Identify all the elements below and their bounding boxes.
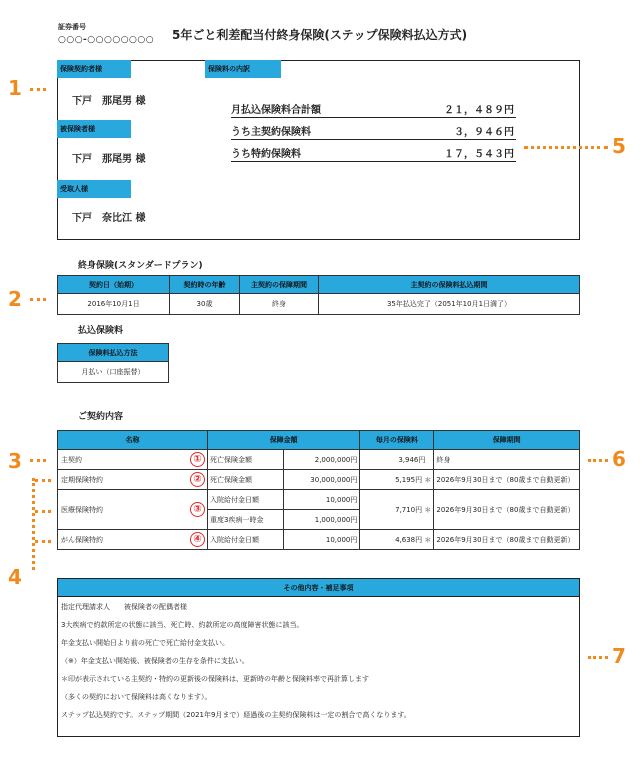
coverage-label: 死亡保険金額: [208, 470, 284, 490]
coverage-amount: 10,000円: [284, 490, 360, 510]
holder-label: 保険契約者様: [57, 60, 131, 78]
beneficiary-name: 下戸 奈比江 様: [72, 213, 146, 224]
plan-start-date: 2016年10月1日: [58, 294, 170, 315]
premium-row-name: うち特約保険料: [231, 149, 301, 160]
callout-5-leader: [524, 146, 608, 149]
premium-row-name: うち主契約保険料: [231, 127, 311, 138]
circle-number: ②: [190, 472, 205, 487]
callout-2-leader: [30, 298, 46, 301]
contract-table: [57, 430, 580, 550]
coverage-amount: 2,000,000円: [284, 450, 360, 470]
note-line: 3大疾病で約款所定の状態に該当、死亡時、約款所定の高度障害状態に該当。: [61, 621, 304, 629]
coverage-period: 終身: [434, 450, 580, 470]
circle-number: ④: [190, 532, 205, 547]
contract-name: 主契約 ①: [58, 450, 208, 470]
premium-row-value: ３，９４６円: [454, 127, 514, 138]
payment-method: 月払い（口座振替）: [58, 362, 169, 383]
contract-name: がん保険特約 ④: [58, 530, 208, 550]
contract-header: 保障金額: [208, 431, 360, 450]
contract-row: [58, 470, 580, 490]
premium-row: [231, 123, 516, 140]
premium-row-name: 月払込保険料合計額: [231, 105, 321, 116]
contract-header: 名称: [58, 431, 208, 450]
plan-coverage-period: 終身: [240, 294, 319, 315]
coverage-amount: 1,000,000円: [284, 510, 360, 530]
contract-row: [58, 450, 580, 470]
callout-3-leader: [30, 459, 46, 462]
circle-number: ③: [190, 502, 205, 517]
contract-header: 毎月の保険料: [360, 431, 434, 450]
contract-header: 保障期間: [434, 431, 580, 450]
plan-header: 主契約の保険料払込期間: [319, 276, 580, 294]
premium-row: [231, 145, 516, 162]
plan-table: [57, 275, 580, 315]
contract-name: 医療保険特約 ③: [58, 490, 208, 530]
certificate-number: ○○○-○○○○○○○○: [58, 35, 155, 45]
coverage-amount: 10,000円: [284, 530, 360, 550]
circle-number: ①: [190, 452, 205, 467]
callout-1-leader: [30, 88, 46, 91]
monthly-premium: 3,946円: [360, 450, 434, 470]
coverage-period: 2026年9月30日まで（80歳まで自動更新）: [434, 470, 580, 490]
coverage-amount: 30,000,000円: [284, 470, 360, 490]
insured-label: 被保険者様: [57, 120, 131, 138]
coverage-label: 死亡保険金額: [208, 450, 284, 470]
contract-title: ご契約内容: [78, 412, 124, 422]
callout-4-leader: [35, 510, 51, 513]
note-line: 指定代理請求人 被保険者の配偶者様: [61, 603, 187, 611]
callout-4: 4: [8, 565, 22, 589]
note-line: ステップ払込契約です。ステップ期間（2021年9月まで）経過後の主契約保険料は一定の割合で高くなります。: [61, 711, 411, 719]
note-line: （※）年金支払い開始後、被保険者の生存を条件に支払い。: [61, 657, 249, 665]
beneficiary-label: 受取人様: [57, 180, 131, 198]
payment-table: [57, 343, 169, 383]
callout-2: 2: [8, 287, 22, 311]
callout-4-leader: [35, 479, 51, 482]
certificate-number-block: [58, 22, 154, 45]
callout-6: 6: [612, 447, 626, 471]
premium-row: [231, 101, 516, 118]
plan-header: 主契約の保障期間: [240, 276, 319, 294]
plan-title: 終身保険(スタンダードプラン): [78, 261, 203, 271]
plan-header: 契約時の年齢: [170, 276, 240, 294]
premium-breakdown-label: 保険料の内訳: [205, 60, 281, 78]
notes-header: その他内容・補足事項: [58, 579, 579, 597]
callout-1: 1: [8, 76, 22, 100]
notes-body: [58, 597, 579, 733]
callout-7: 7: [612, 644, 626, 668]
insured-name: 下戸 那尾男 様: [72, 154, 146, 165]
coverage-period: 2026年9月30日まで（80歳まで自動更新）: [434, 530, 580, 550]
holder-name: 下戸 那尾男 様: [72, 96, 146, 107]
callout-5: 5: [612, 134, 626, 158]
payment-title: 払込保険料: [78, 326, 124, 336]
certificate-number-label: 証券番号: [58, 23, 86, 31]
note-line: （多くの契約において保険料は高くなります）。: [61, 693, 212, 701]
plan-payment-period: 35年払込完了（2051年10月1日満了）: [319, 294, 580, 315]
plan-age: 30歳: [170, 294, 240, 315]
note-line: ＊印が表示されている主契約・特約の更新後の保険料は、更新時の年齢と保険料率で再計算します: [61, 675, 369, 683]
contract-row: [58, 490, 580, 510]
monthly-premium: 4,638円 ＊: [360, 530, 434, 550]
document-title: 5年ごと利差配当付終身保険(ステップ保険料払込方式): [172, 28, 468, 42]
note-line: 年金支払い開始日より前の死亡で死亡給付金支払い。: [61, 639, 229, 647]
payment-header: 保険料払込方法: [58, 344, 169, 362]
callout-3: 3: [8, 449, 22, 473]
plan-header: 契約日（始期）: [58, 276, 170, 294]
coverage-label: 入院給付金日額: [208, 530, 284, 550]
coverage-label: 重度3疾病一時金: [208, 510, 284, 530]
premium-row-value: １７，５４３円: [444, 149, 514, 160]
premium-breakdown: [231, 101, 516, 162]
notes-box: [57, 578, 580, 737]
callout-4-leader: [35, 540, 51, 543]
coverage-label: 入院給付金日額: [208, 490, 284, 510]
coverage-period: 2026年9月30日まで（80歳まで自動更新）: [434, 490, 580, 530]
callout-6-leader: [588, 459, 608, 462]
callout-4-bracket: [32, 478, 35, 570]
contract-row: [58, 530, 580, 550]
callout-7-leader: [588, 656, 608, 659]
contract-name: 定期保険特約 ②: [58, 470, 208, 490]
monthly-premium: 7,710円 ＊: [360, 490, 434, 530]
premium-row-value: ２１，４８９円: [444, 105, 514, 116]
monthly-premium: 5,195円 ＊: [360, 470, 434, 490]
